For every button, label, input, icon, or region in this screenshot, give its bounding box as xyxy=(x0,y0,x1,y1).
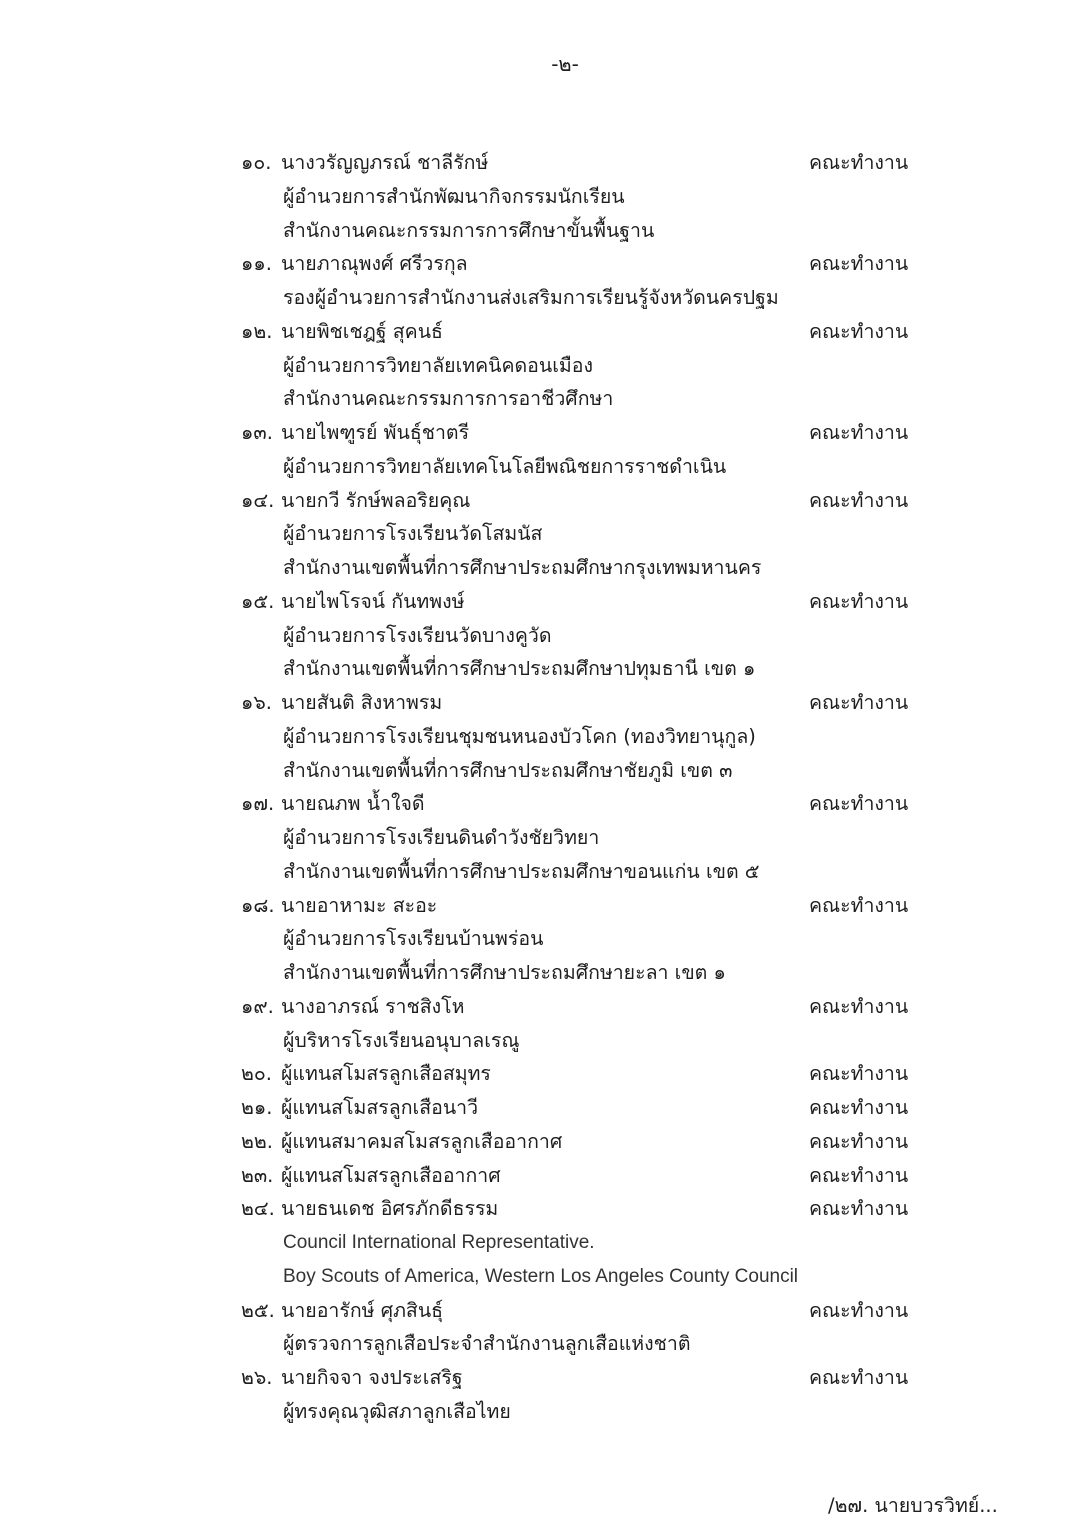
member-role: คณะทำงาน xyxy=(809,792,909,816)
member-organization: สำนักงานคณะกรรมการการศึกษาขั้นพื้นฐาน xyxy=(283,218,655,242)
item-number: ๒๖. xyxy=(241,1366,273,1389)
member-role: คณะทำงาน xyxy=(809,893,909,917)
list-item-13 xyxy=(0,416,1080,450)
member-role: คณะทำงาน xyxy=(809,421,909,444)
member-organization: สำนักงานเขตพื้นที่การศึกษาประถมศึกษาขอนแก่น เขต ๕ xyxy=(283,859,760,883)
member-position: ผู้อำนวยการโรงเรียนวัดโสมนัส xyxy=(283,522,543,546)
member-organization: สำนักงานเขตพื้นที่การศึกษาประถมศึกษากรุงเทพมหานคร xyxy=(283,556,762,579)
member-name: ผู้แทนสมาคมสโมสรลูกเสืออากาศ xyxy=(281,1129,563,1153)
member-name: นายพิชเชฎฐ์ สุคนธ์ xyxy=(281,319,443,343)
member-position: ผู้ทรงคุณวุฒิสภาลูกเสือไทย xyxy=(283,1399,511,1423)
member-name: นายภาณุพงศ์ ศรีวรกุล xyxy=(281,252,468,276)
member-name: นายสันติ สิงหาพรม xyxy=(281,691,443,714)
member-position: ผู้อำนวยการโรงเรียนบ้านพร่อน xyxy=(283,927,544,951)
member-role: คณะทำงาน xyxy=(809,252,909,276)
member-role: คณะทำงาน xyxy=(809,319,909,343)
member-position: ผู้อำนวยการโรงเรียนวัดบางคูวัด xyxy=(283,623,552,647)
list-item-22 xyxy=(0,1125,1080,1159)
item-number: ๑๑. xyxy=(241,252,272,276)
member-organization: สำนักงานคณะกรรมการการอาชีวศึกษา xyxy=(283,387,614,411)
item-number: ๑๙. xyxy=(241,994,274,1018)
member-role: คณะทำงาน xyxy=(809,488,909,512)
member-organization: Boy Scouts of America, Western Los Angeles County Council xyxy=(283,1265,799,1287)
list-item-10 xyxy=(0,146,1080,180)
list-item-16 xyxy=(0,686,1080,720)
member-role: คณะทำงาน xyxy=(809,1197,909,1221)
member-organization: สำนักงานเขตพื้นที่การศึกษาประถมศึกษาชัยภูมิ เขต ๓ xyxy=(283,758,733,782)
item-number: ๒๑. xyxy=(241,1096,273,1119)
list-item-18 xyxy=(0,889,1080,923)
member-role: คณะทำงาน xyxy=(809,691,909,714)
member-name: ผู้แทนสโมสรลูกเสือนาวี xyxy=(281,1096,479,1119)
member-name: นายไพฑูรย์ พันธุ์ชาตรี xyxy=(281,421,470,444)
list-item-20 xyxy=(0,1057,1080,1091)
member-name: นางวรัญญภรณ์ ชาลีรักษ์ xyxy=(281,151,489,174)
list-item-24 xyxy=(0,1192,1080,1226)
list-item-21 xyxy=(0,1091,1080,1125)
list-item-11 xyxy=(0,247,1080,281)
item-number: ๒๐. xyxy=(241,1062,272,1086)
member-name: ผู้แทนสโมสรลูกเสือสมุทร xyxy=(281,1062,491,1086)
member-name: นายอาหามะ สะอะ xyxy=(281,893,438,917)
item-number: ๒๕. xyxy=(241,1298,275,1322)
member-role: คณะทำงาน xyxy=(809,151,909,174)
item-number: ๒๔. xyxy=(241,1197,275,1221)
member-role: คณะทำงาน xyxy=(809,1298,909,1322)
member-name: นายอารักษ์ ศุภสินธุ์ xyxy=(281,1298,444,1322)
member-organization: สำนักงานเขตพื้นที่การศึกษาประถมศึกษายะลา เขต ๑ xyxy=(283,961,726,984)
member-name: นายกิจจา จงประเสริฐ xyxy=(281,1366,463,1389)
member-role: คณะทำงาน xyxy=(809,1163,909,1187)
item-number: ๑๔. xyxy=(241,488,275,512)
member-position: ผู้อำนวยการโรงเรียนดินดำวังชัยวิทยา xyxy=(283,826,600,849)
item-number: ๑๖. xyxy=(241,691,272,714)
member-name: นายธนเดช อิศรภักดีธรรม xyxy=(281,1197,499,1221)
member-name: นางอาภรณ์ ราชสิงโห xyxy=(281,994,465,1018)
member-position: ผู้ตรวจการลูกเสือประจำสำนักงานลูกเสือแห่งชาติ xyxy=(283,1332,691,1356)
member-name: นายกวี รักษ์พลอริยคุณ xyxy=(281,488,471,512)
list-item-14 xyxy=(0,484,1080,518)
list-item-12 xyxy=(0,315,1080,349)
item-number: ๑๓. xyxy=(241,421,273,444)
list-item-15 xyxy=(0,585,1080,619)
member-role: คณะทำงาน xyxy=(809,1062,909,1086)
member-role: คณะทำงาน xyxy=(809,1096,909,1119)
item-number: ๑๒. xyxy=(241,319,273,343)
member-position: Council International Representative. xyxy=(283,1232,595,1253)
member-role: คณะทำงาน xyxy=(809,1129,909,1153)
item-number: ๒๓. xyxy=(241,1163,274,1187)
member-position: ผู้อำนวยการโรงเรียนชุมชนหนองบัวโคก (ทองวิทยานุกูล) xyxy=(283,724,756,748)
list-item-17 xyxy=(0,787,1080,821)
list-item-19 xyxy=(0,990,1080,1024)
member-name: ผู้แทนสโมสรลูกเสืออากาศ xyxy=(281,1163,501,1187)
member-position: รองผู้อำนวยการสำนักงานส่งเสริมการเรียนรู้จังหวัดนครปฐม xyxy=(283,286,779,309)
member-organization: สำนักงานเขตพื้นที่การศึกษาประถมศึกษาปทุมธานี เขต ๑ xyxy=(283,657,756,681)
member-position: ผู้อำนวยการวิทยาลัยเทคโนโลยีพณิชยการราชดำเนิน xyxy=(283,454,727,478)
list-item-25 xyxy=(0,1294,1080,1328)
item-number: ๑๘. xyxy=(241,893,275,917)
page-number: -๒- xyxy=(551,52,579,76)
member-position: ผู้อำนวยการวิทยาลัยเทคนิคดอนเมือง xyxy=(283,353,593,377)
member-position: ผู้บริหารโรงเรียนอนุบาลเรณู xyxy=(283,1028,520,1052)
item-number: ๑๐. xyxy=(241,151,272,174)
list-item-26 xyxy=(0,1361,1080,1395)
member-position: ผู้อำนวยการสำนักพัฒนากิจกรรมนักเรียน xyxy=(283,184,625,208)
item-number: ๑๕. xyxy=(241,589,275,613)
member-list xyxy=(0,146,1080,1429)
member-name: นายไพโรจน์ กันทพงษ์ xyxy=(281,589,465,613)
member-role: คณะทำงาน xyxy=(809,589,909,613)
list-item-23 xyxy=(0,1159,1080,1193)
continuation-note: /๒๗. นายบวรวิทย์... xyxy=(828,1494,998,1517)
member-role: คณะทำงาน xyxy=(809,994,909,1018)
member-role: คณะทำงาน xyxy=(809,1366,909,1389)
item-number: ๑๗. xyxy=(241,792,275,816)
item-number: ๒๒. xyxy=(241,1129,273,1153)
member-name: นายณภพ น้ำใจดี xyxy=(281,792,425,816)
